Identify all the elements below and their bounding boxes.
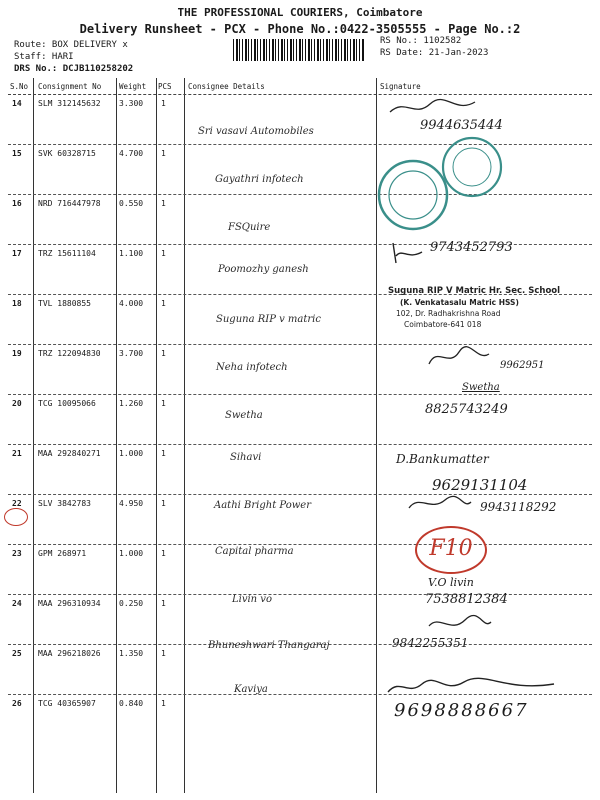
row-weight: 1.100 — [119, 249, 144, 258]
signature-scribble — [405, 492, 475, 516]
consignee-handwritten: Kaviya — [234, 684, 268, 695]
table-row — [8, 544, 592, 595]
f10-mark: F10 — [415, 526, 487, 574]
row-weight: 4.700 — [119, 149, 144, 158]
runsheet-subtitle: Delivery Runsheet - PCX - Phone No.:0422-3505555 - Page No.:2 — [79, 22, 521, 36]
row-sno: 14 — [12, 99, 22, 108]
row-weight: 0.550 — [119, 199, 144, 208]
rs-number: RS No.: 1102582 — [380, 36, 462, 46]
row-weight: 1.350 — [119, 649, 144, 658]
row-pcs: 1 — [161, 449, 166, 458]
company-title: THE PROFESSIONAL COURIERS, Coimbatore — [177, 6, 423, 19]
consignee-handwritten: Sri vasavi Automobiles — [198, 126, 314, 137]
row-weight: 4.950 — [119, 499, 144, 508]
barcode — [233, 39, 365, 61]
receiver-signature: 9629131104 — [432, 476, 528, 494]
row-sno: 19 — [12, 349, 22, 358]
receiver-signature: 8825743249 — [425, 402, 508, 417]
row-weight: 0.250 — [119, 599, 144, 608]
consignee-handwritten: Capital pharma — [215, 546, 294, 557]
stamp-line: (K. Venkatasalu Matric HSS) — [400, 298, 519, 307]
row-pcs: 1 — [161, 399, 166, 408]
table-row — [8, 194, 592, 245]
row-consignment: GPM 268971 — [38, 549, 87, 558]
receiver-signature: 9943118292 — [480, 500, 557, 514]
staff-label: Staff: HARI — [14, 52, 74, 62]
signature-scribble — [385, 96, 485, 120]
signature-scribble — [384, 674, 564, 700]
row-weight: 1.260 — [119, 399, 144, 408]
row-consignment: TRZ 122094830 — [38, 349, 101, 358]
row-sno: 22 — [12, 499, 22, 508]
row-sno: 23 — [12, 549, 22, 558]
row-weight: 3.700 — [119, 349, 144, 358]
row-pcs: 1 — [161, 349, 166, 358]
row-consignment: SLV 3842783 — [38, 499, 91, 508]
table-row — [8, 94, 592, 145]
row-consignment: TVL 1880855 — [38, 299, 91, 308]
row-sno: 17 — [12, 249, 22, 258]
table-header — [8, 78, 592, 95]
signature-scribble — [425, 612, 495, 636]
row-sno: 26 — [12, 699, 22, 708]
row-sno: 20 — [12, 399, 22, 408]
receiver-signature: 9962951 — [500, 360, 545, 371]
consignee-handwritten: Swetha — [225, 410, 263, 421]
consignee-handwritten: Livin vo — [232, 594, 272, 605]
receiver-signature: 9698888667 — [394, 700, 529, 721]
row-sno: 24 — [12, 599, 22, 608]
consignee-handwritten: FSQuire — [228, 222, 271, 233]
row-weight: 3.300 — [119, 99, 144, 108]
signature-scribble — [425, 342, 495, 372]
row-consignment: SLM 312145632 — [38, 99, 101, 108]
row-consignment: MAA 296310934 — [38, 599, 101, 608]
row-pcs: 1 — [161, 649, 166, 658]
header-consignee: Consignee Details — [188, 82, 265, 91]
signature-scribble — [388, 238, 428, 268]
row-weight: 1.000 — [119, 549, 144, 558]
consignee-handwritten: Poomozhy ganesh — [218, 264, 309, 275]
receiver-signature: 9743452793 — [430, 240, 513, 255]
row-consignment: TCG 40365907 — [38, 699, 96, 708]
rs-date: RS Date: 21-Jan-2023 — [380, 48, 489, 58]
row-pcs: 1 — [161, 99, 166, 108]
consignee-handwritten: Suguna RIP v matric — [216, 314, 321, 325]
row-consignment: NRD 716447978 — [38, 199, 101, 208]
stamp-line: 102, Dr. Radhakrishna Road — [396, 309, 501, 318]
receiver-name: D.Bankumatter — [396, 452, 489, 466]
row-consignment: TRZ 15611104 — [38, 249, 96, 258]
row-consignment: TCG 10095066 — [38, 399, 96, 408]
row-sno: 25 — [12, 649, 22, 658]
circular-stamp — [376, 158, 450, 232]
header-weight: Weight — [119, 82, 147, 91]
row-pcs: 1 — [161, 199, 166, 208]
row-sno: 15 — [12, 149, 22, 158]
row-pcs: 1 — [161, 149, 166, 158]
header-consignment: Consignment No — [38, 82, 102, 91]
row-consignment: SVK 60328715 — [38, 149, 96, 158]
header-pcs: PCS — [158, 82, 172, 91]
row-consignment: MAA 292840271 — [38, 449, 101, 458]
row-sno: 18 — [12, 299, 22, 308]
stamp-line: Coimbatore-641 018 — [404, 320, 482, 329]
receiver-signature: 9842255351 — [392, 636, 469, 650]
route-label: Route: BOX DELIVERY x — [14, 40, 128, 50]
receiver-name: Swetha — [462, 382, 500, 393]
row-weight: 4.000 — [119, 299, 144, 308]
consignee-handwritten: Bhuneshwari Thangaraj — [208, 640, 330, 651]
circular-stamp — [440, 135, 504, 199]
table-row — [8, 144, 592, 195]
row-sno: 21 — [12, 449, 22, 458]
receiver-signature: 7538812384 — [425, 592, 508, 607]
row-weight: 0.840 — [119, 699, 144, 708]
row-weight: 1.000 — [119, 449, 144, 458]
consignee-handwritten: Neha infotech — [216, 362, 288, 373]
consignee-handwritten: Sihavi — [230, 452, 262, 463]
row-sno: 16 — [12, 199, 22, 208]
row-pcs: 1 — [161, 699, 166, 708]
row-pcs: 1 — [161, 249, 166, 258]
header-signature: Signature — [380, 82, 421, 91]
row-23-circle-mark — [4, 508, 28, 526]
row-consignment: MAA 296218026 — [38, 649, 101, 658]
row-pcs: 1 — [161, 499, 166, 508]
header-sno: S.No — [10, 82, 29, 91]
row-pcs: 1 — [161, 599, 166, 608]
receiver-signature: 9944635444 — [420, 118, 503, 133]
row-pcs: 1 — [161, 549, 166, 558]
receiver-name: V.O livin — [428, 576, 474, 589]
consignee-handwritten: Aathi Bright Power — [214, 500, 311, 511]
drs-number: DRS No.: DCJB110258202 — [14, 64, 134, 74]
stamp-line: Suguna RIP V Matric Hr. Sec. School — [388, 286, 561, 296]
consignee-handwritten: Gayathri infotech — [215, 174, 304, 185]
row-pcs: 1 — [161, 299, 166, 308]
